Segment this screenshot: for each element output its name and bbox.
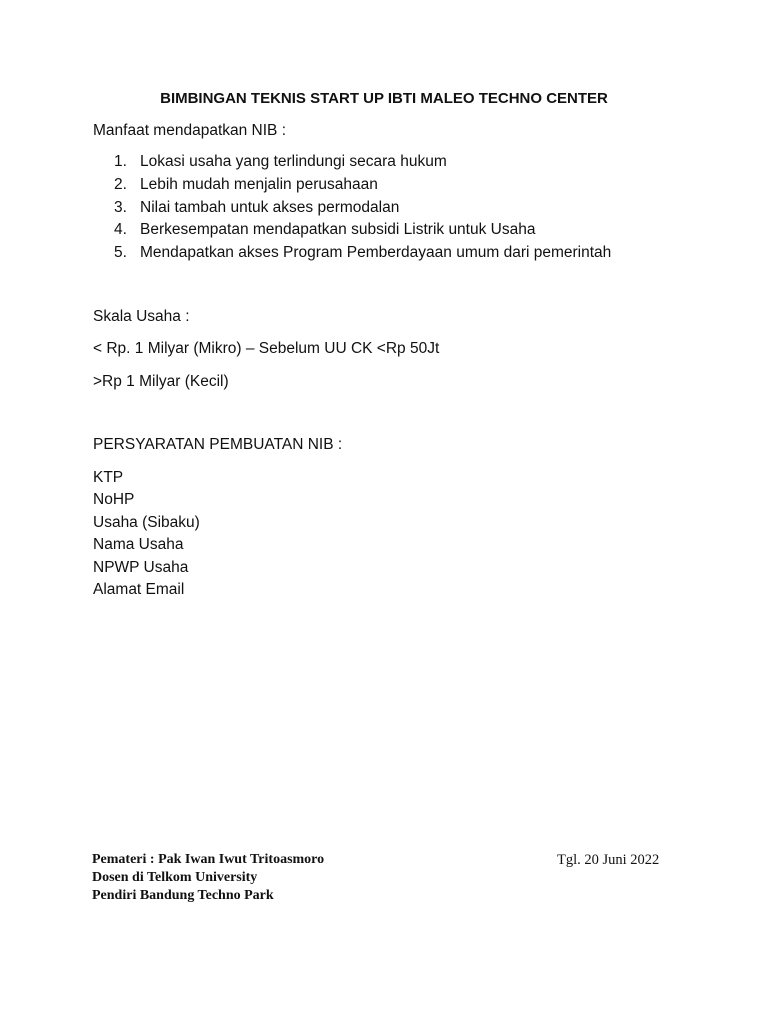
document-title: BIMBINGAN TEKNIS START UP IBTI MALEO TECHNO CENTER	[160, 90, 608, 107]
requirement-item: KTP	[93, 469, 124, 486]
list-item	[114, 199, 399, 217]
list-item-number: 3.	[114, 199, 127, 216]
list-item-number: 2.	[114, 176, 127, 193]
list-item-number: 4.	[114, 221, 127, 238]
list-item-text: Mendapatkan akses Program Pemberdayaan umum dari pemerintah	[140, 244, 612, 261]
list-item	[114, 176, 378, 194]
scale-heading: Skala Usaha :	[93, 308, 190, 325]
requirements-heading: PERSYARATAN PEMBUATAN NIB :	[93, 436, 343, 453]
requirement-item: NoHP	[93, 491, 135, 508]
list-item-number: 5.	[114, 244, 127, 261]
footer-role: Dosen di Telkom University	[92, 870, 258, 885]
requirement-item: Nama Usaha	[93, 536, 184, 553]
list-item	[114, 221, 535, 239]
scale-line-micro: < Rp. 1 Milyar (Mikro) – Sebelum UU CK <Rp 50Jt	[93, 340, 440, 357]
requirement-item: Alamat Email	[93, 581, 185, 598]
scale-line-small: >Rp 1 Milyar (Kecil)	[93, 373, 229, 390]
footer-speaker: Pemateri : Pak Iwan Iwut Tritoasmoro	[92, 852, 325, 867]
benefits-heading: Manfaat mendapatkan NIB :	[93, 122, 287, 139]
list-item	[114, 153, 447, 171]
list-item-text: Lebih mudah menjalin perusahaan	[140, 176, 378, 193]
requirement-item: NPWP Usaha	[93, 559, 189, 576]
list-item-text: Lokasi usaha yang terlindungi secara hukum	[140, 153, 447, 170]
list-item-text: Nilai tambah untuk akses permodalan	[140, 199, 400, 216]
requirement-item: Usaha (Sibaku)	[93, 514, 200, 531]
footer-founder: Pendiri Bandung Techno Park	[92, 888, 274, 903]
footer-date: Tgl. 20 Juni 2022	[557, 852, 660, 868]
list-item	[114, 244, 611, 262]
list-item-text: Berkesempatan mendapatkan subsidi Listrik untuk Usaha	[140, 221, 536, 238]
list-item-number: 1.	[114, 153, 127, 170]
